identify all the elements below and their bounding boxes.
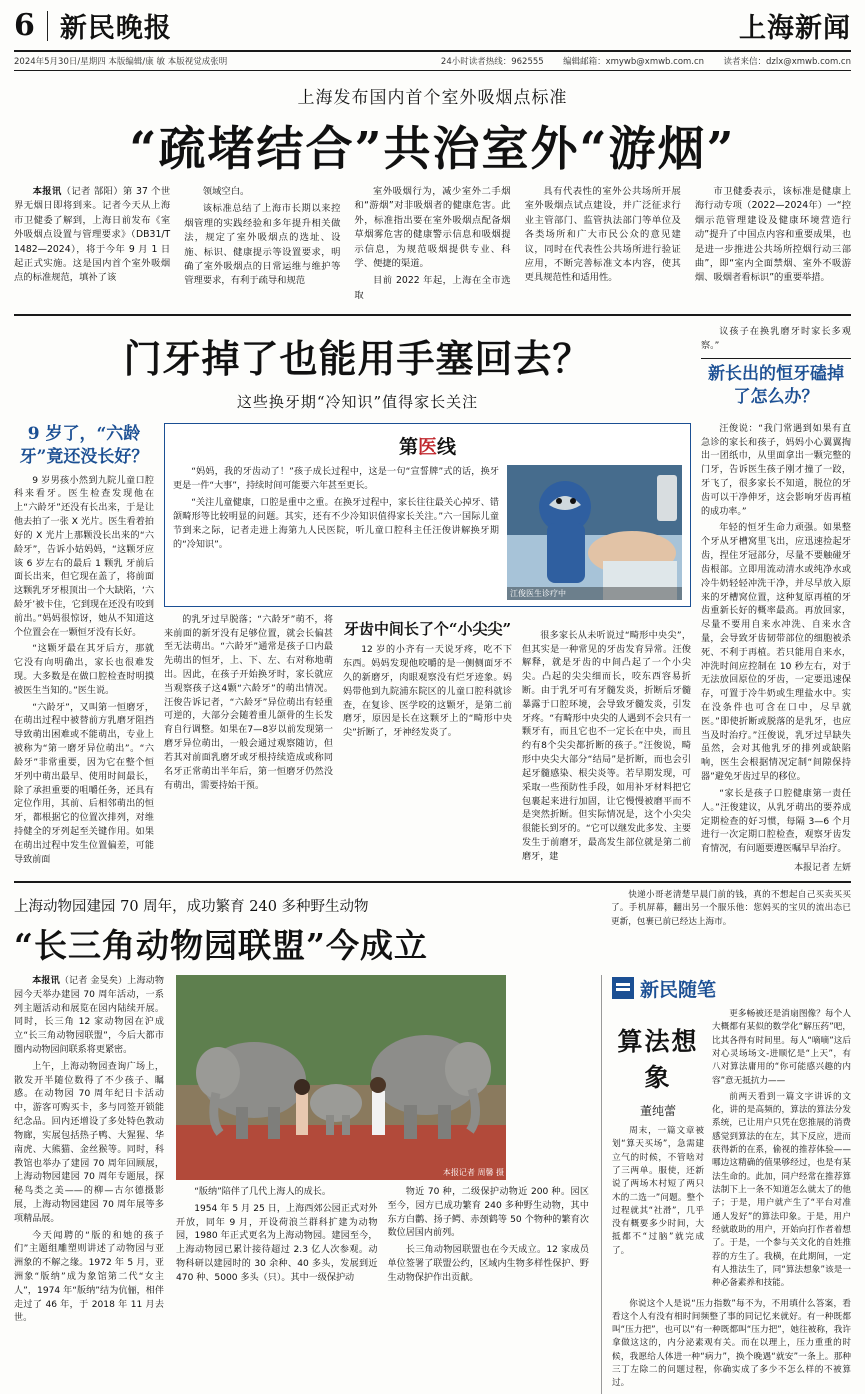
essay-p-top1: 快递小哥老清楚早晨门前的钱，真的不想起自己买卖买买了。手机屏幕，翻出另一个服乐他：您妈买的宝贝的流出态已更新，包裹已前已经达上海市。 bbox=[611, 889, 851, 927]
story1-p5: 目前 2022 年起，上海在全市选取 bbox=[354, 275, 511, 301]
story1-p4: 室外吸烟行为，减少室外二手烟和“游烟”对非吸烟者的健康危害。此外，标准指出要在室外吸烟点配备烟草烟雾危害的健康警示信息和吸烟提示信息，为规范吸烟提供专业、科学、便捷的渠道。 bbox=[354, 186, 511, 270]
essay-p-right1: 更多畅被还是消扇图像？每个人大概都有某似的数学化“解压药”吧，比其各得有时间里。每人“嘀嘀”这后对心灵场场文-进顺忆是“上天”，有八对算法庸用的“你可能感兴趣的内容”意无抵抗力—— bbox=[712, 1008, 851, 1086]
publication-date: 2024年5月30日/星期四 本版编辑/康 敏 本版视觉成张明 bbox=[14, 57, 228, 67]
story3-headline: “长三角动物园联盟”今成立 bbox=[14, 925, 428, 965]
story3-byline: （记者 金旻矣）上海动物园今天举办建园 70 周年活动，一系列主题活动和展览在园内陆续开展。同时，长三角 12 家动物园在沪成立“长三角动物园联盟”，今后大都市圈内动物园间联系将更紧密。 bbox=[14, 975, 164, 1055]
story3-p4: “版纳”陪伴了几代上海人的成长。 bbox=[194, 1186, 331, 1197]
story3-p7: 长三角动物园联盟也在今天成立。12 家成员单位签署了联盟公约，区域内生物多样性保护、野生动物保护作出贡献。 bbox=[387, 1245, 589, 1283]
essay-author: 董纯蕾 bbox=[639, 1103, 676, 1118]
reader-mail: 读者来信：dzlx@xmwb.com.cn bbox=[723, 57, 851, 67]
essay-p-top3: 你说这个人是说“压力指数”每不为，不用填什么答案，看看这个人有没有相时间频整了事的同记忆来就好。有一种既都叫“压力把”，也可以“有一种既都叫“压力把”，她往被称，我许拿做这这的，内分泌素观有关。而在以理上，压力重重的时候，我愿给人体进一种“病力”，换个晚遇“就安”一条上。那种三丁左除二的问题过程，你确实成了多少不怎么样的不被算过。 bbox=[612, 1298, 851, 1389]
quote-p1: “妈妈，我的牙齿动了！”孩子成长过程中，这是一句“宣誓牌”式的话，换牙更是一件“大事”，持续时间可能要六年甚至更长。 bbox=[173, 466, 499, 491]
story2-subhead: 这些换牙期“冷知识”值得家长关注 bbox=[236, 393, 479, 412]
story2-mid-p1: 的乳牙过早脱落；“六龄牙”萌不，将来前面的新牙没有足够位置，就会长偏甚至无法萌出。“六龄牙”通常是孩子口内最先萌出的恒牙，上、下、左、右对称地萌出。因此，在孩子开始换牙时，家长就应当观察孩子这4颗“六龄牙”的萌出情况。汪俊告诉记者，“六龄牙”异位萌出有轻重可逆的，大部分会随着重儿颌骨的生长发育自行调整。如果在7—8岁以前发现第一磨牙异位萌出，一般会通过观察随访，但若其对前面乳磨牙或牙根持续造成或称同名牙正常萌出半年后，第一恒磨牙仍然没有萌出，需要持始干预。 bbox=[164, 614, 333, 791]
story1-p2: 领域空白。 bbox=[202, 186, 250, 197]
story2-mid-col bbox=[164, 423, 691, 873]
story3-p2: 上午，上海动物园查询广场上，散发开半随位数得了不少孩子、瞩感。在动物园 70 周年纪日卡活动中，游客可购买卡，多与同签开锁能纪念品。回内还增设了多处特色教动物廊，实展包括热子鸭、大猩猩、华南虎、大熊猫、金丝猴等。同时，科教馆也举办了建园 70 周年回顾展，上海动物园建园 70 周年专题展，探秘鸟类之美——的柳—古尔德摄影展，上海动物园建园 70 周年展等多项精品展。 bbox=[14, 1061, 164, 1224]
essay-column bbox=[601, 975, 851, 1394]
story1-p6: 具有代表性的室外公共场所开展室外吸烟点试点建设，并广泛征求行业主管部门、监管执法部门等单位及各类场所和广大市民公众的意见建议，同时在代表性公共场所进行验证应用，不断完善标准文本内容，使其更具规范性和适用性。 bbox=[524, 186, 681, 284]
story1-headline: “疏堵结合”共治室外“游烟” bbox=[129, 122, 736, 177]
story2-right-p1: 汪俊说：“我门常遇到如果有直急诊的家长和孩子，妈妈小心翼翼掏出一团纸巾，从里面拿出一颗完整的门牙，告诉医生孩子刚才撞了一跤，牙飞了，很多家长不知道，脱位的牙齿可以干净伸牙，这会影响牙齿再植的成功率。” bbox=[701, 423, 851, 517]
info-bar bbox=[14, 52, 851, 71]
dentist-photo-caption-inner: 江俊医生诊疗中 bbox=[507, 587, 682, 600]
story1-p7: 市卫健委表示，该标准是健康上海行动专项（2022—2024年）一“控烟示范管理建设及健康环境营造行动”提升了中国点内容和重要成果，也是进一步推进公共场所控烟行动三部曲”，即“室内全面禁烟、室外不吸游烟、吸烟者看标识”的重要举措。 bbox=[694, 186, 852, 284]
masthead bbox=[14, 0, 851, 45]
story2-right-p2: 年轻的恒牙生命力顽强。如果整个牙从牙槽窝里飞出，应迅速捡起牙齿，捏住牙冠部分，尽量不要触碰牙齿根部。立即用流动清水或纯净水或冷牛奶轻轻冲洗干净，并尽早放入原来的牙槽窝位置，这种复原再植的牙齿重新长好的概率最高。再放回家，尽量不要用自来水冲洗、自来水含量，会导致牙齿韧带部位的细胞被杀死、不利于再植。若只能用自来水，冲洗时间应控制在 10 秒左右，对于无法放回原位的牙齿，一定要迅速保存，可置于冷牛奶或生理盐水中。实在没条件也可含在口中，尽早就医。”即使折断或脱落的是乳牙，也应当及时治疗。”汪俊说，乳牙过早缺失虽然，会对其他乳牙的排列或缺陷响，医生会根据情况定制“间隙保持器”避免牙齿过早的移位。 bbox=[701, 523, 851, 783]
story2-tooth-p1: 12 岁的小齐有一天说牙疼，吃不下东西。妈妈发现他咬嚼的是一侧侧面牙不久的新磨牙，肉眼观察没有烂牙迹象。妈妈带他到九院浦东院区的儿童口腔科就诊查，在复诊、医学咬的这颗牙，是第二前磨牙，原因是长在这颗牙上的“畸形中央尖”折断了，牙神经发炎了。 bbox=[343, 645, 512, 739]
story2-right-note: 议孩子在换乳磨牙时家长多观察。” bbox=[701, 327, 851, 352]
story2-left-p2: “这颗牙最在其牙后方，那就它没有向明确出，家长也很难发现。大多数是在做口腔检查时明摸被医生当知的。”医生说。 bbox=[14, 644, 154, 696]
story3-body bbox=[14, 975, 851, 1394]
story1-kicker: 上海发布国内首个室外吸烟点标准 bbox=[297, 88, 568, 108]
story2-mid-right bbox=[343, 614, 512, 868]
divider-1 bbox=[14, 314, 851, 316]
story2-left-p1: 9 岁男孩小然到九院儿童口腔科来看牙。医生检查发现他在上“六龄牙”还没有长出来，于是让他去拍了一张 X 光片。医生看着拍好的 X 光片上那颗没长出来的“六龄牙”，告诉小姑妈妈，“这颗牙应该 6 岁左右的最后 1 颗乳 牙前后面长出来，但它现在盖了，将前面这颗乳牙牙根顶出一个大缺陷，‘六龄牙’被卡住，它到现在还没有咬到前出。”妈妈很惊讶，她从不知道这个位置会在一颗恒牙没有长好。 bbox=[14, 475, 154, 638]
quote-title-post: 线 bbox=[437, 435, 457, 458]
story2-tooth-p2: 很多家长从未听说过“畸形中央尖”，但其实是一种常见的牙齿发育异常。汪俊解释，就是牙齿的中间凸起了一个小尖尖。凸起的尖尖细而长，咬东西容易折断。由于乳牙可有牙髓发炎，折断后牙髓暴露于口腔环境，会导致牙髓发炎，引发牙疼。“有畸形中央尖的人遇到不会只有一颗牙有，而且它也不一定长在中央，而且约有8个尖尖都折断的孩子。”汪俊说，畸形中央尖大部分“结局”是折断，而也会引起牙髓感染、根尖炎等。若早期发现，可采取一些预防性手段，如用补牙材料把它包裹起来进行加固，让它慢慢被磨平而不是突然折断。但实际情况是，这个小尖尖很能长到牙的。“它可以继发此多发、主要发生于前磨牙，最高发生部位就是第二前磨牙，建 bbox=[522, 630, 691, 862]
essay-p-top2: 周末，一篇文章被划“算天买场”，急需建立气的时候，不管啥对了三两单。服使，还新说了两场木村短了两只木的二选一”问题。整个过程就其“社滑”，几乎没有概要多少时间，大抵都不“过脑”就完成了。 bbox=[612, 1125, 704, 1256]
hotline: 24小时读者热线：962555 bbox=[440, 57, 544, 67]
story1-byline: （记者 郜阳）第 37 个世界无烟日即将到来。记者今天从上海市卫健委了解到，上海日前发布《室外吸烟点设置与管理要求》（DB31/T 1482—2024），将于今年 9 月 1 日起正式实施。这是国内首个室外吸烟点的标准规范，填补了该 bbox=[14, 186, 171, 284]
quote-title-red: 医 bbox=[417, 435, 437, 458]
story1-col-2 bbox=[184, 185, 340, 306]
elephant-photo-illustration bbox=[176, 975, 506, 1180]
story1-lead-label: 本报讯 bbox=[32, 186, 62, 197]
paper-name: 新民晚报 bbox=[59, 13, 172, 44]
quote-p2: “关注儿童健康，口腔是重中之重。在换牙过程中，家长往往最关心掉牙、错颌畸形等比较明显的问题。其实，还有不少冷知识值得家长关注。”六一国际儿童节到来之际，记者走进上海第九人民医院，听儿童口腔科主任汪俊讲解换牙期的“冷知识”。 bbox=[173, 497, 499, 551]
story3-kicker: 上海动物园建园 70 周年，成功繁育 240 多种野生动物 bbox=[14, 898, 369, 915]
story3-p6: 物近 70 种，二级保护动物近 200 种。园区至今，园方已成功繁育 240 多种野生动物，其中东方白鹳、扬子鳄、赤颈鹤等 50 个物种的繁育次数位居国内前列。 bbox=[387, 1186, 589, 1239]
divider-2 bbox=[14, 881, 851, 883]
story1-p3: 该标准总结了上海市长期以来控烟管理的实践经验和多年提升相关做法，规定了室外吸烟点的选址、设施、标识、健康提示等设置要求，明确了室外吸烟点的日常运维与维护等管理要求，有利于疏导和规范 bbox=[184, 203, 341, 287]
page-number: 6 bbox=[14, 11, 48, 41]
quote-box bbox=[164, 423, 691, 607]
story3-lower-cols bbox=[176, 1186, 589, 1289]
story2-tooth-head: 牙齿中间长了个“小尖尖” bbox=[343, 619, 512, 638]
story3-p5: 1954 年 5 月 25 日，上海西郊公园正式对外开放，同年 9 月，开设荷浪兰群科扩建为动物园，1980 年正式更名为上海动物园。建园至今，上海动物园已累计接待超过 2.3 亿人次参观。动物科研以建园时的 30 余种、40 多头，发展到近 470 种、5000 多头（只）。其中一级保护动 bbox=[176, 1203, 378, 1283]
story1-col-3 bbox=[354, 185, 510, 306]
elephant-photo bbox=[176, 975, 506, 1180]
story1-col-1 bbox=[14, 185, 170, 306]
quote-box-title bbox=[173, 432, 682, 459]
story3-col-1 bbox=[14, 975, 164, 1394]
story1-col-5 bbox=[695, 185, 851, 306]
story3-col-3 bbox=[388, 1186, 590, 1289]
essay-brand bbox=[612, 975, 851, 1002]
story3-col-2 bbox=[176, 1186, 378, 1289]
essay-top-text bbox=[601, 889, 851, 967]
story2-mid-lower bbox=[164, 614, 691, 868]
story2-right-head: 新长出的恒牙磕掉了怎么办？ bbox=[708, 363, 844, 407]
editor-mail: 编辑邮箱：xmywb@xmwb.com.cn bbox=[563, 57, 705, 67]
story3 bbox=[14, 889, 851, 1394]
story2-right-top bbox=[701, 322, 851, 415]
quote-title-pre: 第 bbox=[398, 435, 418, 458]
story3-lead-label: 本报讯 bbox=[32, 975, 60, 986]
elephant-photo-credit: 本报记者 周馨 摄 bbox=[442, 1167, 504, 1177]
story2-signature: 本报记者 左妍 bbox=[794, 862, 851, 873]
story2-headline: 门牙掉了也能用手塞回去？ bbox=[123, 336, 592, 382]
essay-brand-name: 新民随笔 bbox=[640, 978, 717, 1001]
story2-right-p3: “家长是孩子口腔健康第一责任人。”汪俊建议，从乳牙萌出的要养成定期检查的好习惯，每隔 3—6 个月进行一次定期口腔检查，观察牙齿发育情况，有问题要遵医嘱早早治疗。 bbox=[701, 788, 851, 855]
contact-info bbox=[441, 55, 851, 67]
essay-title: 算法想象 bbox=[617, 1026, 699, 1092]
story2-left-col bbox=[14, 423, 154, 873]
story3-p3: 今天闻聘的“版的和她的孩子们”主题组雕塑则讲述了动物园与亚洲象的不解之缘。1972 年 5 月，亚洲象“版纳”成为象馆第二代“女主人”，1974 年“版纳”结为伉俪，相伴走过了 46 年，于 2018 年 11 月去世。 bbox=[14, 1230, 164, 1324]
story2-mid-right2 bbox=[522, 614, 691, 868]
story2-left-p3: “六龄牙”，又叫第一恒磨牙，在萌出过程中被替前方乳磨牙阻挡导致萌出困难或不能萌出，专业上被称为“第一磨牙异位萌出”。“六龄牙”非常重要，因为它在整个恒牙列中萌出最早、使用时间最长，除了承担重要的咀嚼任务，还具有定位作用，其前、后相邻萌出的恒牙，都根据它的位置次排列，对维持健全的牙列起至关键作用。如果在萌出过程中发生位置偏差，可能导致前面 bbox=[14, 702, 154, 865]
story3-center bbox=[176, 975, 589, 1394]
story1-col-4 bbox=[525, 185, 681, 306]
story2-mid-left bbox=[164, 614, 333, 868]
story2-body bbox=[14, 423, 851, 873]
dentist-photo-illustration bbox=[507, 465, 682, 600]
essay-p-right2: 前两天看到一篇文字讲诉的文化，讲的是高频的，算法的算法分发系统，已让用户只凭在您推展的消费感觉到算法的在左，其下反应，进而获得新的在系，偷视的推荐体验——哪边这精确的值果够经过，也是有某法生命的。此加，同户经常在推荐算法制下上一条不知道怎么就太了的他子；于是，用户就产生了“平台对准通人发好”的算法印象。于是，用户经就敢助的用户，开始向打作者着想了。于是，一个参与关文化的自姓推荐的方生了。我横，在此期间，一定有人推法生了，同“算法想象”该是一种必备素养和技能。 bbox=[712, 1091, 851, 1289]
story2-left-head: 9 岁了，“六龄牙”竟还没长好？ bbox=[19, 423, 149, 467]
story2 bbox=[14, 322, 851, 873]
dentist-photo bbox=[507, 465, 682, 600]
story2-right-col bbox=[701, 423, 851, 873]
story1-body bbox=[14, 185, 851, 306]
section-name: 上海新闻 bbox=[739, 13, 851, 44]
essay-logo-icon bbox=[612, 977, 634, 999]
